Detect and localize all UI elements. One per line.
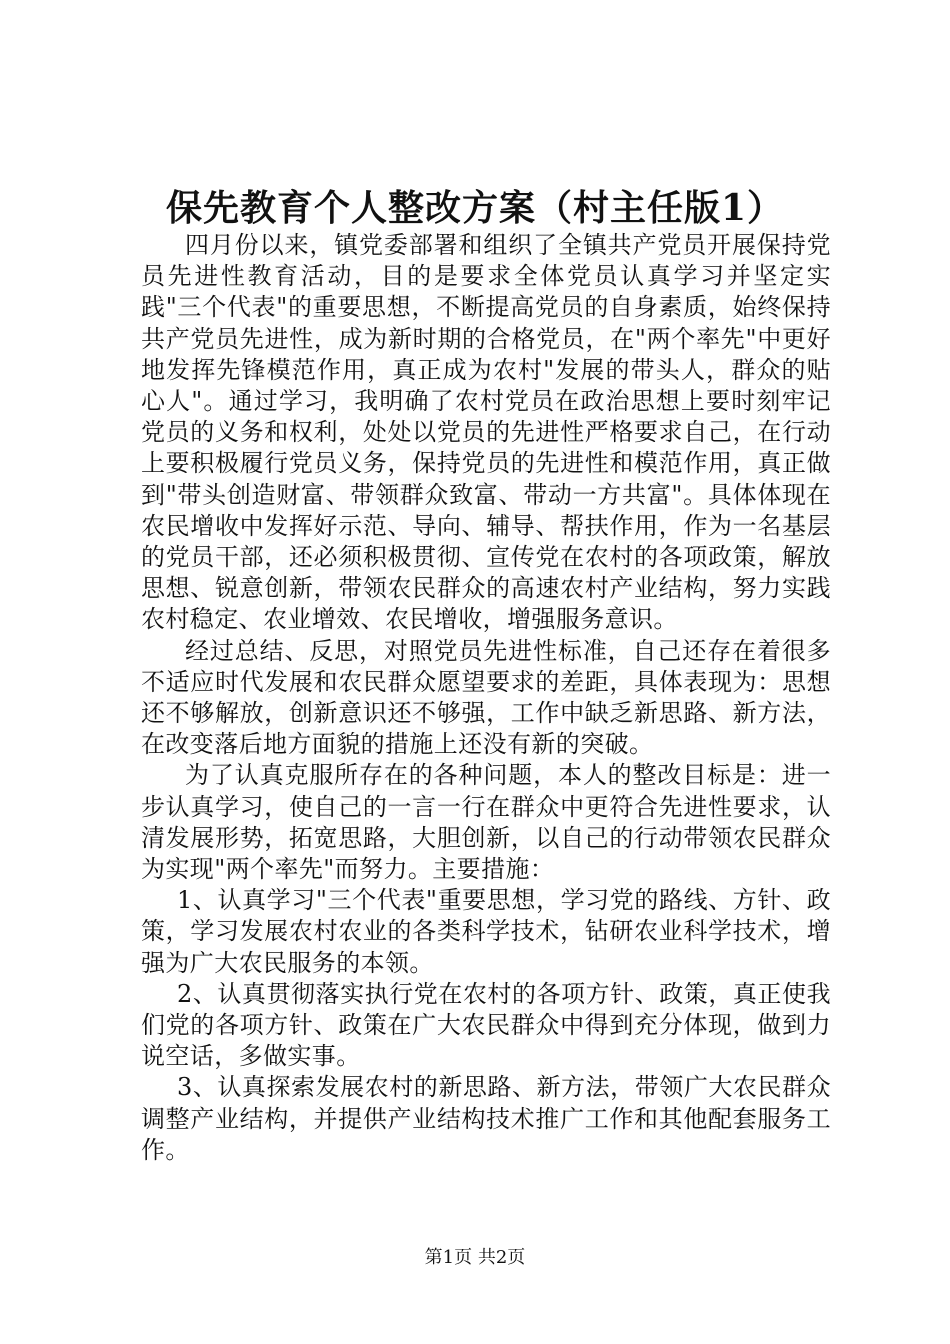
document-title: 保先教育个人整改方案（村主任版1）	[165, 187, 785, 229]
page-number-footer: 第1页 共2页	[424, 1247, 526, 1268]
paragraph-goals: 为了认真克服所存在的各种问题，本人的整改目标是：进一步认真学习，使自己的一言一行在群众中更符合先进性要求，认清发展形势，拓宽思路，大胆创新，以自己的行动带领农民群众为实现"两个率先"而努力。主要措施：	[141, 761, 831, 884]
measure-item-3: 3、认真探索发展农村的新思路、新方法，带领广大农民群众调整产业结构，并提供产业结构技术推广工作和其他配套服务工作。	[141, 1073, 831, 1164]
paragraph-shortcomings: 经过总结、反思，对照党员先进性标准，自己还存在着很多不适应时代发展和农民群众愿望要求的差距，具体表现为：思想还不够解放，创新意识还不够强，工作中缺乏新思路、新方法，在改变落后地方面貌的措施上还没有新的突破。	[141, 636, 831, 759]
document-body	[141, 230, 831, 1166]
measure-item-2: 2、认真贯彻落实执行党在农村的各项方针、政策，真正使我们党的各项方针、政策在广大农民群众中得到充分体现，做到力说空话，多做实事。	[141, 979, 831, 1071]
measure-item-1: 1、认真学习"三个代表"重要思想，学习党的路线、方针、政策，学习发展农村农业的各类科学技术，钻研农业科学技术，增强为广大农民服务的本领。	[141, 886, 831, 977]
paragraph-intro: 四月份以来，镇党委部署和组织了全镇共产党员开展保持党员先进性教育活动，目的是要求全体党员认真学习并坚定实践"三个代表"的重要思想，不断提高党员的自身素质，始终保持共产党员先进性，成为新时期的合格党员，在"两个率先"中更好地发挥先锋模范作用，真正成为农村"发展的带头人，群众的贴心人"。通过学习，我明确了农村党员在政治思想上要时刻牢记党员的义务和权利，处处以党员的先进性严格要求自己，在行动上要积极履行党员义务，保持党员的先进性和模范作用，真正做到"带头创造财富、带领群众致富、带动一方共富"。具体体现在农民增收中发挥好示范、导向、辅导、帮扶作用，作为一名基层的党员干部，还必须积极贯彻、宣传党在农村的各项政策，解放思想、锐意创新，带领农民群众的高速农村产业结构，努力实践农村稳定、农业增效、农民增收，增强服务意识。	[141, 231, 831, 634]
